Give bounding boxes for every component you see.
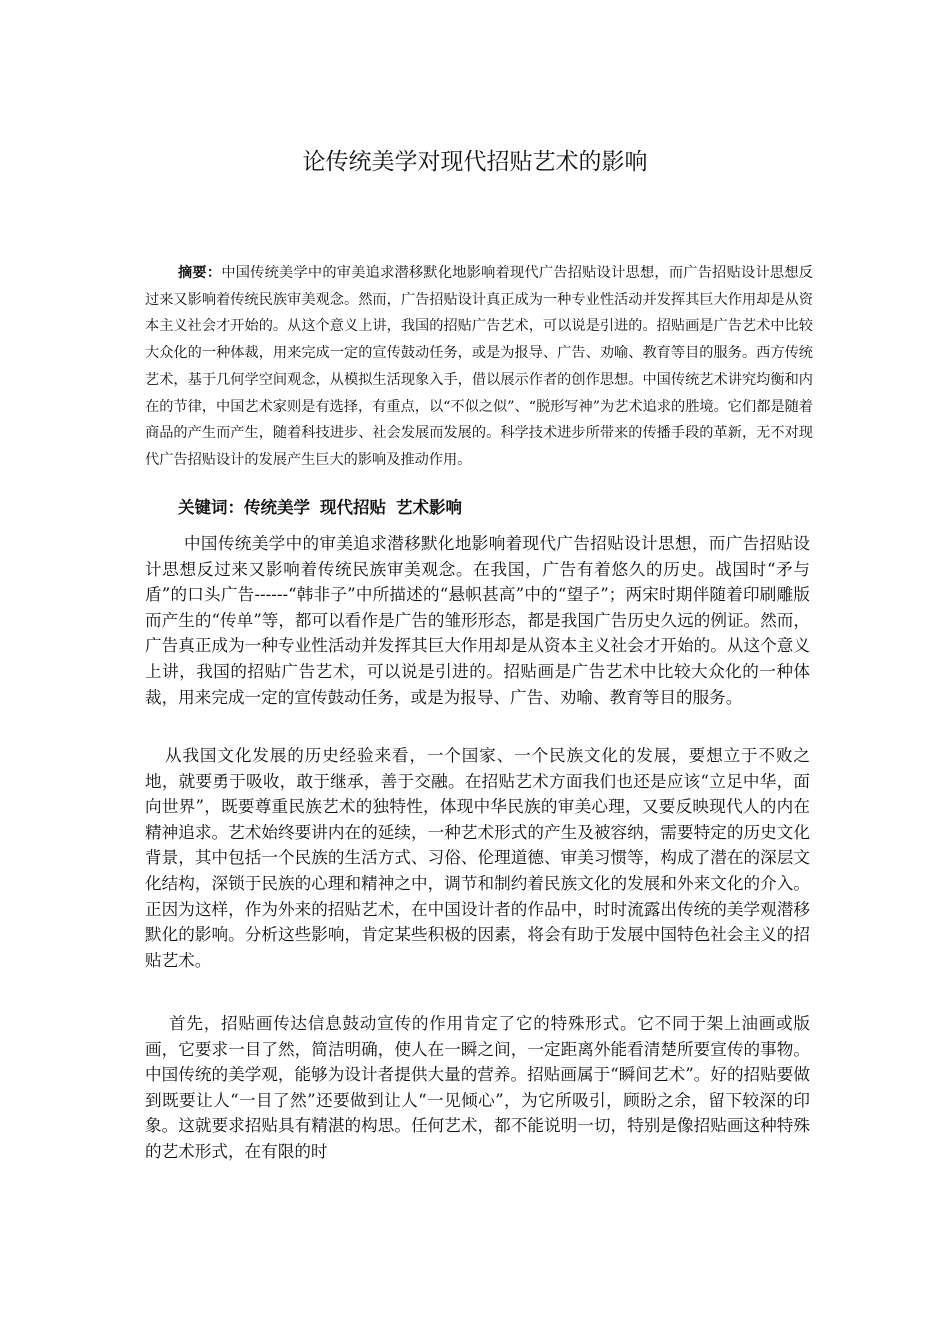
- keyword-item: 现代招贴: [320, 498, 386, 517]
- body-paragraph-1: 中国传统美学中的审美追求潜移默化地影响着现代广告招贴设计思想，而广告招贴设计思想反过来又影响着传统民族审美观念。在我国，广告有着悠久的历史。战国时“矛与盾”的口头广告------“韩非子”中所描述的“悬帜甚高”中的“望子”；两宋时期伴随着印刷雕版而产生的“传单”等，都可以看作是广告的雏形形态，都是我国广告历史久远的例证。然而，广告真正成为一种专业性活动并发挥其巨大作用却是从资本主义社会才开始的。从这个意义上讲，我国的招贴广告艺术，可以说是引进的。招贴画是广告艺术中比较大众化的一种体裁，用来完成一定的宣传鼓动任务，或是为报导、广告、劝喻、教育等目的服务。: [145, 534, 810, 707]
- keywords: [178, 494, 818, 522]
- keyword-item: 传统美学: [244, 498, 310, 517]
- page-title: 论传统美学对现代招贴艺术的影响: [302, 149, 648, 175]
- abstract-text: 中国传统美学中的审美追求潜移默化地影响着现代广告招贴设计思想，而广告招贴设计思想反过来又影响着传统民族审美观念。然而，广告招贴设计真正成为一种专业性活动并发挥其巨大作用却是从资本主义社会才开始的。从这个意义上讲，我国的招贴广告艺术，可以说是引进的。招贴画是广告艺术中比较大众化的一种体裁，用来完成一定的宣传鼓动任务，或是为报导、广告、劝喻、教育等目的服务。西方传统艺术，基于几何学空间观念，从模拟生活现象入手，借以展示作者的创作思想。中国传统艺术讲究均衡和内在的节律，中国艺术家则是有选择，有重点，以“不似之似”、“脱形写神”为艺术追求的胜境。它们都是随着商品的产生而产生，随着科技进步、社会发展而发展的。科学技术进步所带来的传播手段的革新，无不对现代广告招贴设计的发展产生巨大的影响及推动作用。: [145, 265, 813, 468]
- body-paragraph-2: 从我国文化发展的历史经验来看，一个国家、一个民族文化的发展，要想立于不败之地，就要勇于吸收，敢于继承，善于交融。在招贴艺术方面我们也还是应该“立足中华，面向世界”，既要尊重民族艺术的独特性，体现中华民族的审美心理，又要反映现代人的内在精神追求。艺术始终要讲内在的延续，一种艺术形式的产生及被容纳，需要特定的历史文化背景，其中包括一个民族的生活方式、习俗、伦理道德、审美习惯等，构成了潜在的深层文化结构，深锁于民族的心理和精神之中，调节和制约着民族文化的发展和外来文化的介入。正因为这样，作为外来的招贴艺术，在中国设计者的作品中，时时流露出传统的美学观潜移默化的影响。分析这些影响，肯定某些积极的因素，将会有助于发展中国特色社会主义的招贴艺术。: [145, 746, 810, 970]
- abstract-label: 摘要：: [178, 265, 222, 281]
- abstract: [145, 260, 813, 474]
- keywords-label: 关键词：: [178, 498, 244, 517]
- body-paragraph-3: 首先，招贴画传达信息鼓动宣传的作用肯定了它的特殊形式。它不同于架上油画或版画，它要求一目了然，简洁明确，使人在一瞬之间，一定距离外能看清楚所要宣传的事物。中国传统的美学观，能够为设计者提供大量的营养。招贴画属于“瞬间艺术”。好的招贴要做到既要让人“一目了然”还要做到让人“一见倾心”，为它所吸引，顾盼之余，留下较深的印象。这就要求招贴具有精湛的构思。任何艺术，都不能说明一切，特别是像招贴画这种特殊的艺术形式，在有限的时: [145, 1014, 810, 1161]
- keyword-item: 艺术影响: [396, 498, 462, 517]
